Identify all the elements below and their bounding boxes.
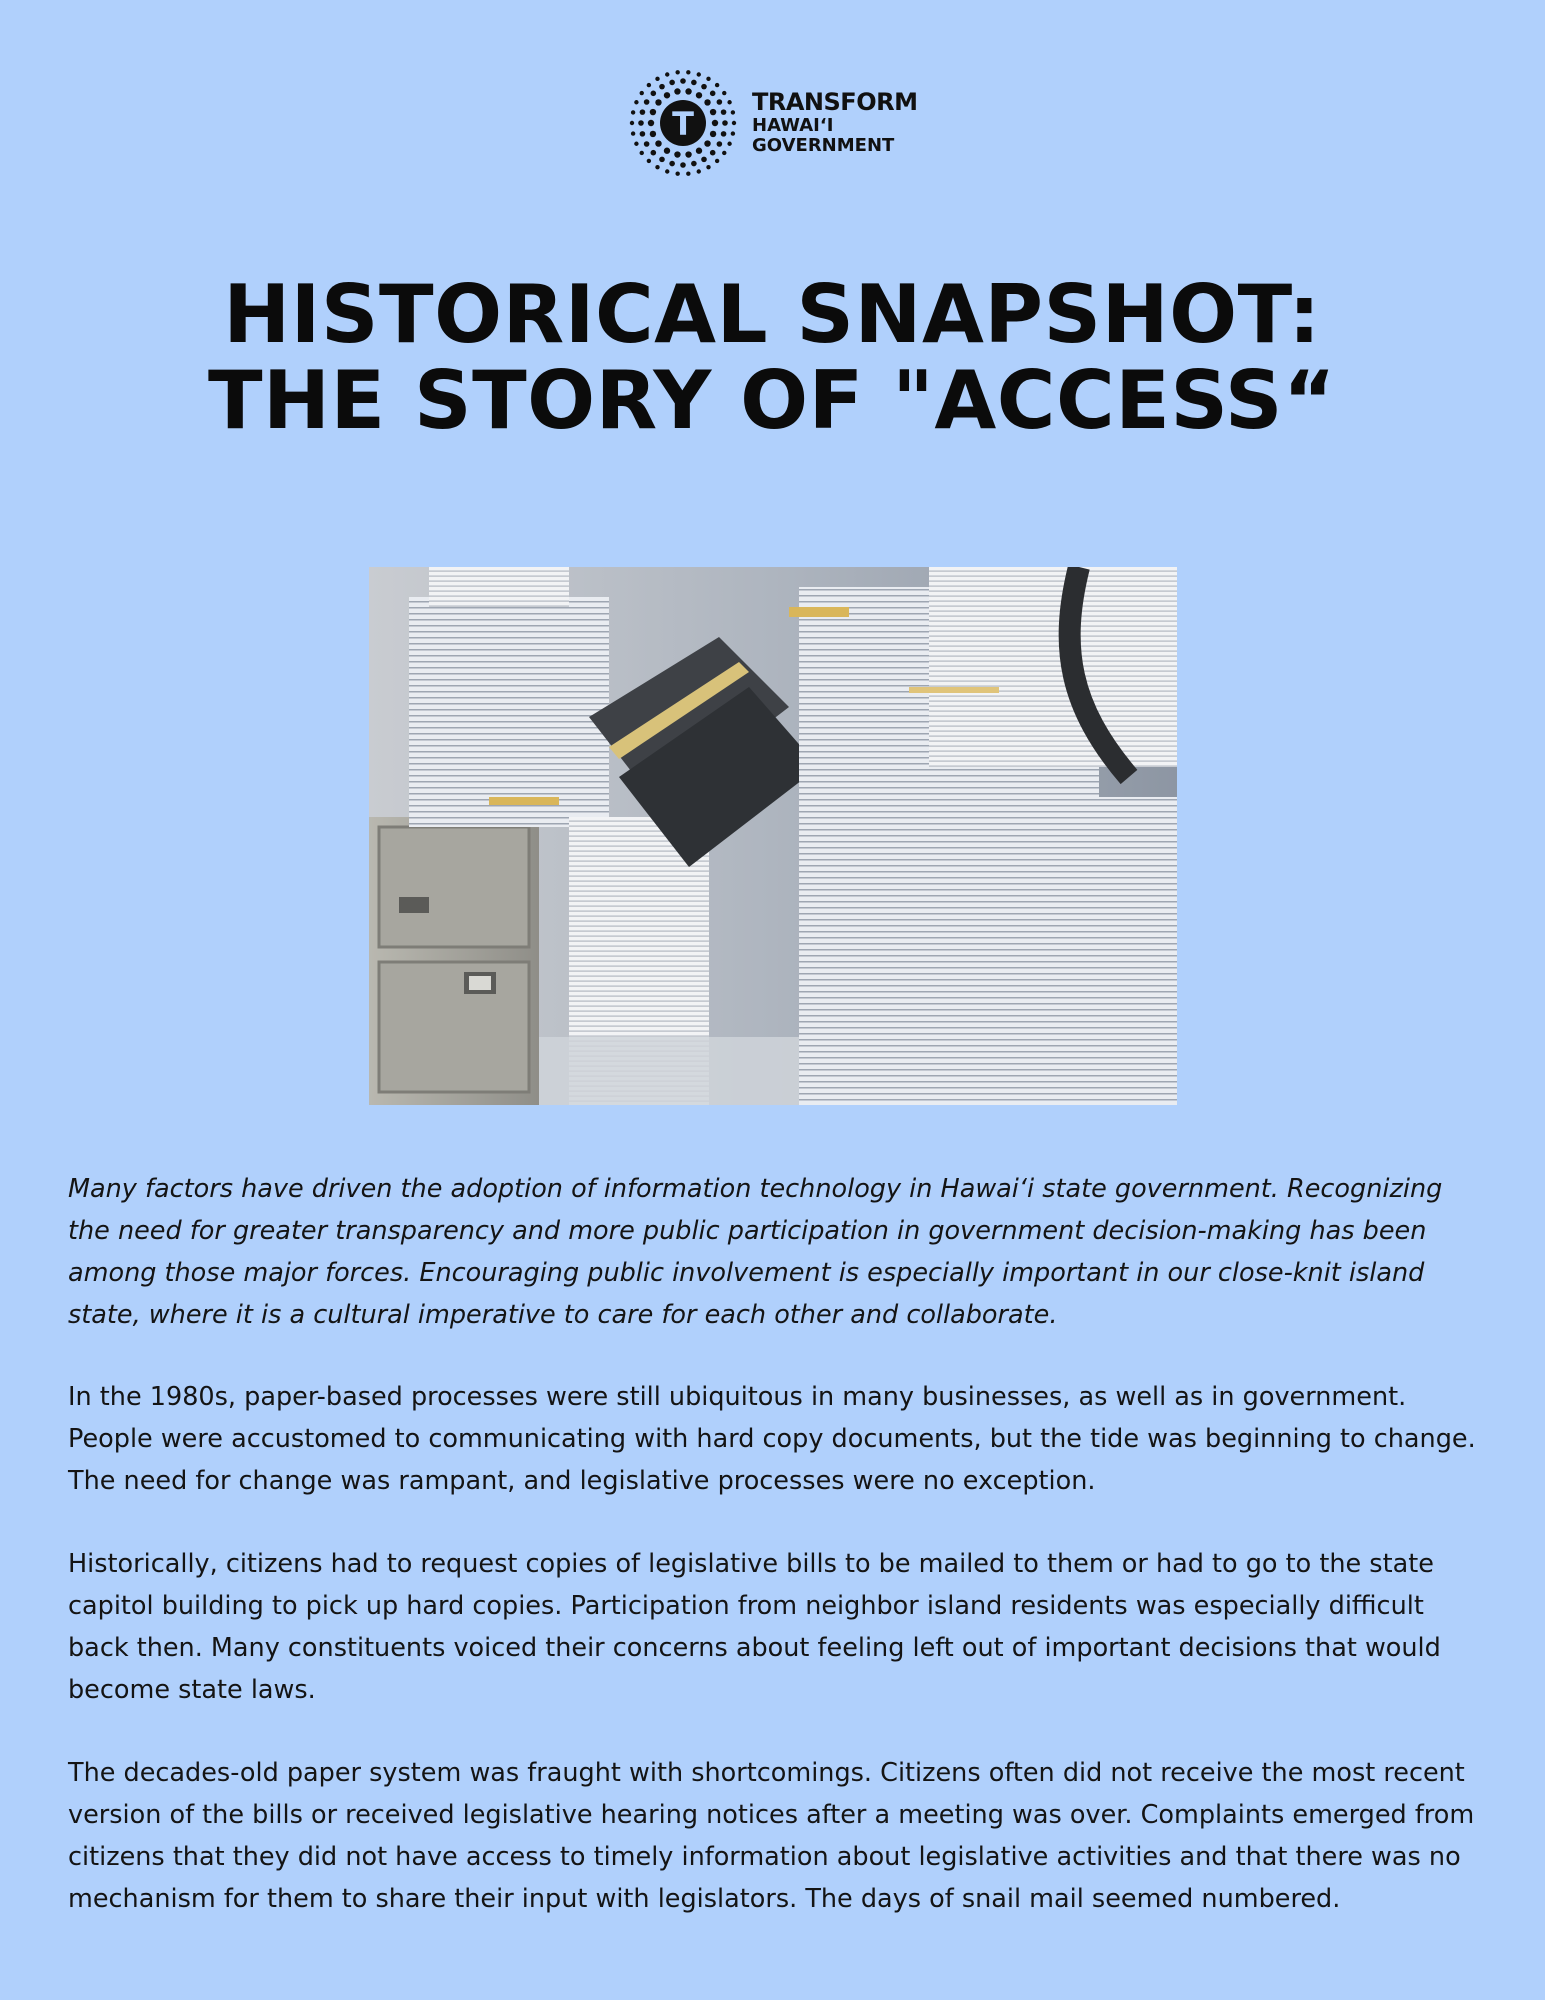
svg-text:T: T [672, 105, 694, 143]
sunburst-t-logo-icon [628, 68, 738, 178]
logo-line-hawaii: HAWAI‘I [752, 115, 834, 137]
intro-paragraph: Many factors have driven the adoption of information technology in Hawai‘i state government. Recognizing the need for greater transparency and more public participation in government decision-making has been among those major forces. Encouraging public involvement is especially important in our close-knit island state, where it is a cultural imperative to care for each other and collaborate. [68, 1174, 1443, 1330]
logo-wordmark [752, 89, 917, 156]
page-title: HISTORICAL SNAPSHOT: THE STORY OF "ACCESS“ [207, 268, 1337, 447]
stacked-papers-photo-icon [369, 567, 1177, 1105]
transform-hawaii-logo [628, 68, 928, 178]
stacked-papers-photo [369, 567, 1177, 1105]
logo-line-government: GOVERNMENT [752, 135, 895, 157]
body-paragraph-paper-system: The decades-old paper system was fraught with shortcomings. Citizens often did not receive the most recent version of the bills or received legislative hearing notices after a meeting was over. Complaints emerged from citizens that they did not have access to timely information about legislative activities and that there was no mechanism for them to share their input with legislators. The days of snail mail seemed numbered. [68, 1758, 1475, 1914]
body-paragraph-historically: Historically, citizens had to request copies of legislative bills to be mailed to them or had to go to the state capitol building to pick up hard copies. Participation from neighbor island residents was especially difficult back then. Many constituents voiced their concerns about feeling left out of important decisions that would become state laws. [68, 1549, 1441, 1705]
body-paragraph-1980s: In the 1980s, paper-based processes were still ubiquitous in many businesses, as well as in government. People were accustomed to communicating with hard copy documents, but the tide was beginning to change. The need for change was rampant, and legislative processes were no exception. [68, 1382, 1476, 1496]
logo-line-transform: TRANSFORM [752, 88, 918, 117]
